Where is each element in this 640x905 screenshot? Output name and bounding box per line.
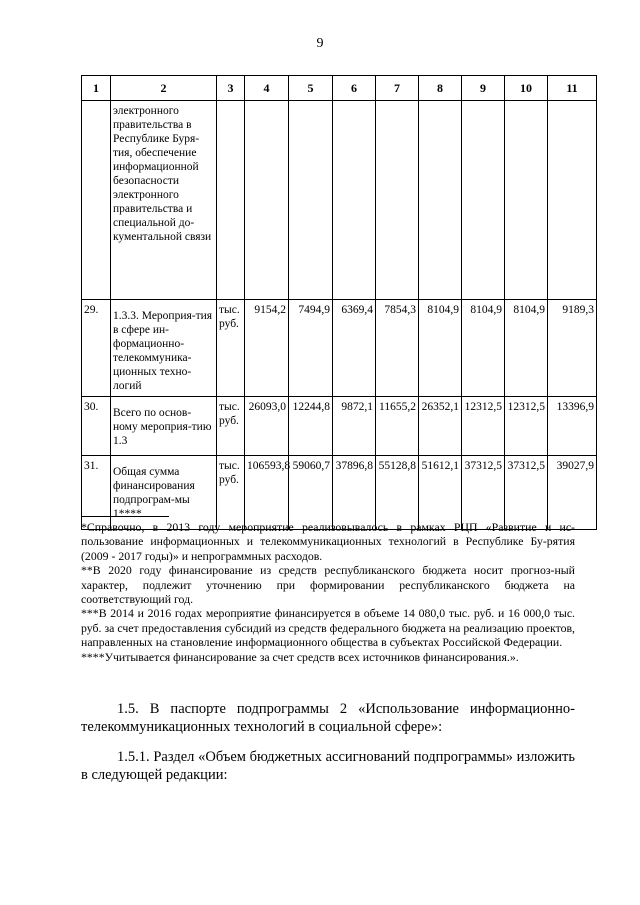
value-cell: 6369,4 [333, 300, 376, 397]
footnote: *Справочно, в 2013 году мероприятие реализовывалось в рамках РЦП «Развитие и ис-пользование информационных и телекоммуникационных технологий в Республике Бу-рятия (2009 - 2017 годы)» и непрограммных расходов. [81, 520, 575, 563]
table-row [82, 456, 597, 530]
column-header: 10 [505, 76, 548, 101]
page-number: 9 [316, 36, 324, 51]
footnote-divider [81, 516, 169, 517]
value-cell: 11655,2 [376, 397, 419, 456]
footnote: ***В 2014 и 2016 годах мероприятие финансируется в объеме 14 080,0 тыс. руб. и 16 000,0 тыс. руб. за счет предоставления субсидий из средств федерального бюджета на реализацию проектов, направленных на становление информационного общества в субъектах Российской Федерации. [81, 606, 575, 650]
value-cell: 9872,1 [333, 397, 376, 456]
table-row [82, 300, 597, 397]
column-header: 4 [245, 76, 289, 101]
value-cell: 9154,2 [245, 300, 289, 397]
unit-cell: тыс. руб. [217, 456, 245, 530]
table-row [82, 397, 597, 456]
table-header-row [82, 76, 597, 101]
column-header: 8 [419, 76, 462, 101]
unit-cell: тыс. руб. [217, 300, 245, 397]
budget-table [81, 75, 597, 530]
paragraph: 1.5.1. Раздел «Объем бюджетных ассигнований подпрограммы» изложить в следующей редакции: [81, 749, 575, 783]
value-cell [505, 101, 548, 300]
value-cell: 8104,9 [419, 300, 462, 397]
value-cell [245, 101, 289, 300]
row-name-cell: электронного правительства в Республике Буря-тия, обеспечение информационной безопасности электронного правительства и специальной до-кументальной связи [111, 101, 217, 300]
body-text [81, 700, 575, 796]
value-cell [333, 101, 376, 300]
value-cell [289, 101, 333, 300]
value-cell: 12244,8 [289, 397, 333, 456]
column-header: 6 [333, 76, 376, 101]
value-cell: 55128,8 [376, 456, 419, 530]
unit-cell [217, 101, 245, 300]
row-number-cell: 29. [82, 300, 111, 397]
value-cell: 12312,5 [505, 397, 548, 456]
row-name-cell: 1.3.3. Мероприя-тия в сфере ин-формационно-телекоммуника-ционных техно-логий [111, 300, 217, 397]
row-number-cell: 30. [82, 397, 111, 456]
value-cell [419, 101, 462, 300]
value-cell: 39027,9 [548, 456, 597, 530]
column-header: 11 [548, 76, 597, 101]
row-number-cell [82, 101, 111, 300]
value-cell: 37896,8 [333, 456, 376, 530]
column-header: 5 [289, 76, 333, 101]
value-cell: 8104,9 [462, 300, 505, 397]
column-header: 2 [111, 76, 217, 101]
value-cell: 26093,0 [245, 397, 289, 456]
row-number-cell: 31. [82, 456, 111, 530]
value-cell [376, 101, 419, 300]
value-cell: 7494,9 [289, 300, 333, 397]
value-cell: 59060,7 [289, 456, 333, 530]
column-header: 9 [462, 76, 505, 101]
row-name-cell: Всего по основ-ному мероприя-тию 1.3 [111, 397, 217, 456]
value-cell: 26352,1 [419, 397, 462, 456]
value-cell [548, 101, 597, 300]
row-name-cell: Общая сумма финансирования подпрограм-мы 1**** [111, 456, 217, 530]
value-cell: 7854,3 [376, 300, 419, 397]
value-cell: 13396,9 [548, 397, 597, 456]
column-header: 1 [82, 76, 111, 101]
footnote: **В 2020 году финансирование из средств республиканского бюджета носит прогноз-ный характер, подлежит уточнению при формировании республиканского бюджета на соответствующий год. [81, 563, 575, 607]
value-cell: 9189,3 [548, 300, 597, 397]
value-cell: 51612,1 [419, 456, 462, 530]
paragraph: 1.5. В паспорте подпрограммы 2 «Использование информационно-телекоммуникационных технологий в социальной сфере»: [81, 701, 575, 735]
unit-cell: тыс. руб. [217, 397, 245, 456]
column-header: 7 [376, 76, 419, 101]
value-cell: 12312,5 [462, 397, 505, 456]
value-cell: 37312,5 [505, 456, 548, 530]
value-cell: 106593,8 [245, 456, 289, 530]
footnote: ****Учитывается финансирование за счет средств всех источников финансирования.». [81, 649, 519, 664]
column-header: 3 [217, 76, 245, 101]
footnotes [81, 520, 575, 664]
value-cell: 37312,5 [462, 456, 505, 530]
value-cell: 8104,9 [505, 300, 548, 397]
value-cell [462, 101, 505, 300]
table-row-continuation [82, 101, 597, 300]
